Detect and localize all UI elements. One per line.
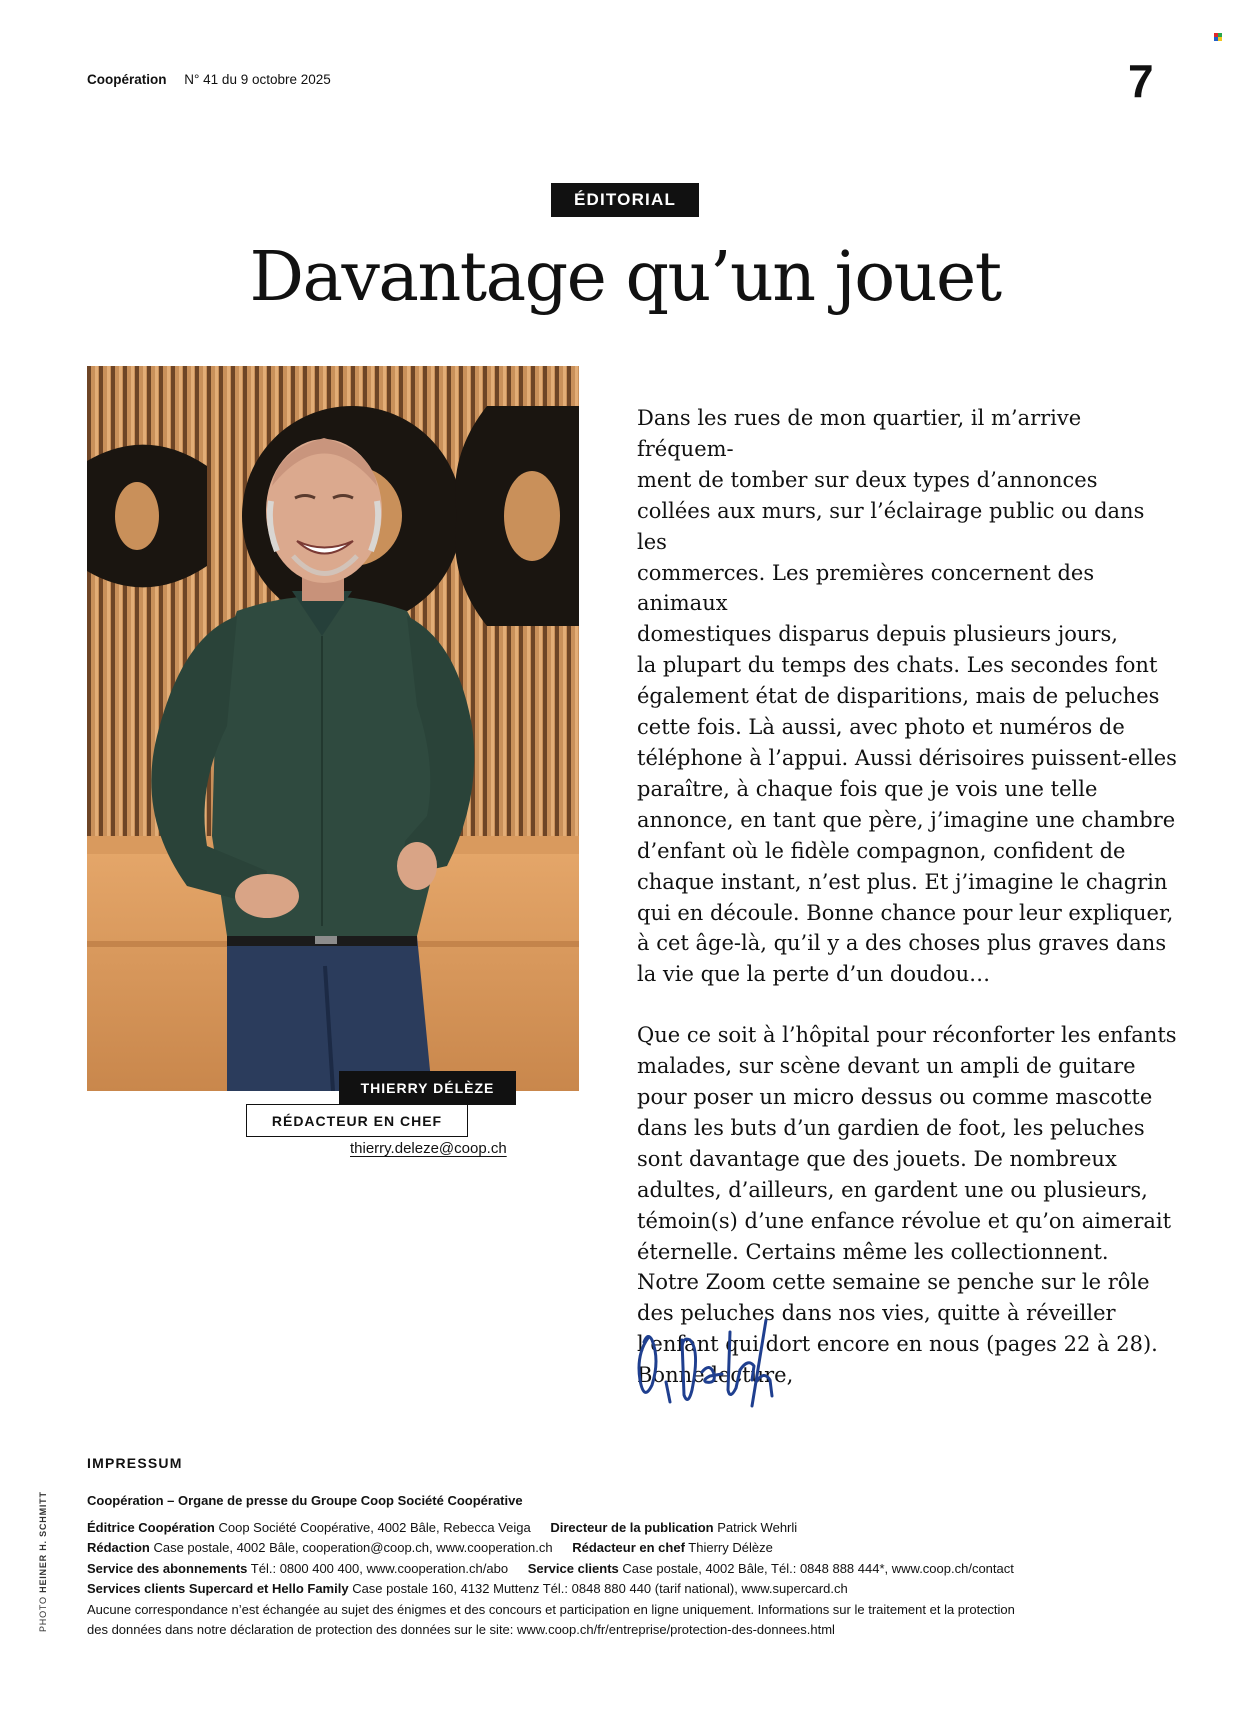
photo-credit-name: HEINER H. SCHMITT [38, 1491, 48, 1593]
impressum-value: Coop Société Coopérative, 4002 Bâle, Rebecca Veiga [218, 1519, 531, 1535]
photo-credit [38, 1491, 48, 1632]
impressum [87, 1455, 1177, 1641]
impressum-label: Rédaction [87, 1540, 150, 1555]
author-name-badge: THIERRY DÉLÈZE [339, 1071, 516, 1105]
author-signature [630, 1310, 790, 1410]
impressum-row [87, 1518, 1177, 1539]
page-header [87, 72, 331, 87]
impressum-row [87, 1579, 1177, 1600]
impressum-value: Tél.: 0800 400 400, www.cooperation.ch/abo [250, 1560, 509, 1576]
section-kicker: ÉDITORIAL [551, 183, 699, 217]
impressum-row [87, 1538, 1177, 1559]
impressum-label: Rédacteur en chef [572, 1540, 685, 1555]
article-paragraph: Dans les rues de mon quartier, il m’arrive fréquem- ment de tomber sur deux types d’annonces collées aux murs, sur l’éclairage public ou dans les commerces. Les premières concernent des animaux domestiques disparus depuis plusieurs jours, la plupart du temps des chats. Les secondes font également état de disparitions, mais de peluches cette fois. Là aussi, avec photo et numéros de téléphone à l’appui. Aussi dérisoires puissent-elles paraître, à chaque fois que je vois une telle annonce, en tant que père, j’imagine une chambre d’enfant où le fidèle compagnon, confident de chaque instant, n’est plus. Et j’imagine le chagrin qui en découle. Bonne chance pour leur expliquer, à cet âge-là, qu’il y a des choses plus graves dans la vie que la perte d’un doudou… [637, 406, 1177, 987]
impressum-value: Case postale, 4002 Bâle, Tél.: 0848 888 444*, www.coop.ch/contact [622, 1560, 1014, 1576]
impressum-org-text: Coopération – Organe de presse du Groupe Coop Société Coopérative [87, 1493, 523, 1508]
impressum-label: Services clients Supercard et Hello Family [87, 1581, 349, 1596]
impressum-value: Thierry Délèze [688, 1540, 773, 1555]
impressum-value: Patrick Wehrli [717, 1519, 798, 1535]
impressum-notice: des données dans notre déclaration de protection des données sur le site: www.coop.ch/fr/entreprise/protection-des-donnees.html [87, 1622, 835, 1637]
article-body [637, 403, 1177, 1391]
photo-credit-label: PHOTO [38, 1596, 48, 1632]
publication-name: Coopération [87, 72, 167, 87]
impressum-value: Case postale 160, 4132 Muttenz Tél.: 0848 880 440 (tarif national), www.supercard.ch [352, 1581, 848, 1596]
author-role-badge: RÉDACTEUR EN CHEF [246, 1104, 468, 1137]
impressum-label: Service des abonnements [87, 1560, 248, 1576]
page-number: 7 [1128, 55, 1154, 107]
article-title: Davantage qu’un jouet [249, 238, 1001, 317]
impressum-label: Service clients [527, 1560, 619, 1576]
author-email-link[interactable]: thierry.deleze@coop.ch [350, 1140, 507, 1157]
issue-info: N° 41 du 9 octobre 2025 [184, 72, 331, 87]
impressum-label: Directeur de la publication [550, 1519, 714, 1535]
impressum-notice: Aucune correspondance n’est échangée au sujet des énigmes et des concours et participation en ligne uniquement. Informations sur le traitement et la protection [87, 1601, 1015, 1617]
impressum-title: IMPRESSUM [87, 1455, 183, 1471]
impressum-value: Case postale, 4002 Bâle, cooperation@coop.ch, www.cooperation.ch [153, 1540, 553, 1555]
impressum-row [87, 1559, 1177, 1580]
author-photo [87, 366, 579, 1091]
impressum-org [87, 1491, 1177, 1512]
impressum-label: Éditrice Coopération [87, 1519, 215, 1535]
registration-mark-icon [1214, 33, 1224, 41]
article-paragraph: Que ce soit à l’hôpital pour réconforter les enfants malades, sur scène devant un ampli de guitare pour poser un micro dessus ou comme mascotte dans les buts d’un gardien de foot, les peluches sont davantage que des jouets. De nombreux adultes, d’ailleurs, en gardent une ou plusieurs, témoin(s) d’une enfance révolue et qu’on aimerait éternelle. Certains même les collectionnent. Notre Zoom cette semaine se penche sur le rôle des peluches dans nos vies, quitte à réveiller l’enfant qui dort encore en nous (pages 22 à 28). Bonne lecture, [637, 1023, 1177, 1388]
